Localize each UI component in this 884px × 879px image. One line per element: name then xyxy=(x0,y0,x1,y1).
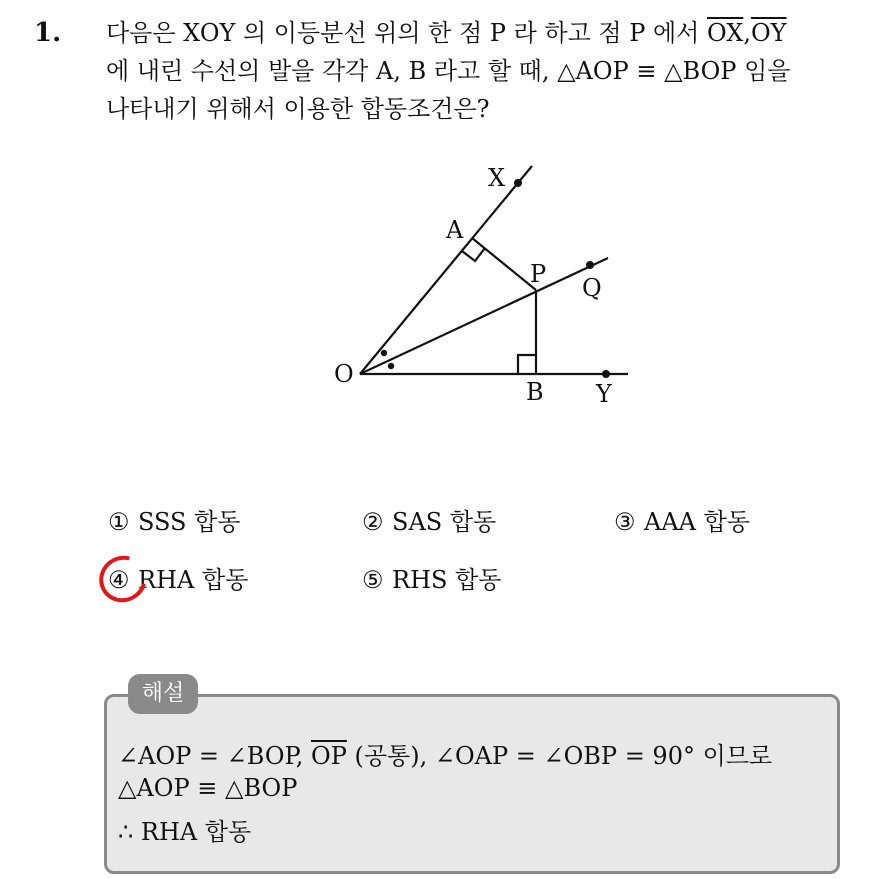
segment-comma: , xyxy=(743,19,751,47)
choice-1-mark: ① xyxy=(108,508,130,536)
segment-ox: $\overline{OX}$ xyxy=(706,19,744,47)
choice-1-label: SSS 합동 xyxy=(138,508,241,536)
explanation-line-1 xyxy=(118,736,772,771)
geometry-figure xyxy=(326,150,646,420)
label-a: A xyxy=(446,216,464,244)
label-o: O xyxy=(334,360,354,388)
choice-5-mark: ⑤ xyxy=(362,566,384,594)
choice-1[interactable] xyxy=(108,502,240,537)
segment-op: $\overline{OP}$ xyxy=(311,742,347,770)
label-x: X xyxy=(488,164,506,192)
explanation-line-2: △AOP ≡ △BOP xyxy=(118,774,298,802)
label-q: Q xyxy=(582,274,602,302)
right-angle-b xyxy=(518,355,536,374)
explanation-line-1-b: (공통), ∠OAP = ∠OBP = 90° 이므로 xyxy=(346,742,773,770)
choice-3[interactable] xyxy=(614,502,750,537)
question-line-3: 나타내기 위해서 이용한 합동조건은? xyxy=(106,95,490,123)
choice-5-label: RHS 합동 xyxy=(392,566,502,594)
choice-2[interactable] xyxy=(362,502,496,537)
segment-ap xyxy=(472,238,536,290)
question-text xyxy=(106,14,866,128)
choice-3-mark: ③ xyxy=(614,508,636,536)
label-b: B xyxy=(526,378,544,406)
right-angle-a xyxy=(462,248,485,261)
question-line-1 xyxy=(106,14,866,52)
choice-3-label: AAA 합동 xyxy=(644,508,750,536)
choice-5[interactable] xyxy=(362,560,501,595)
question-number: 1. xyxy=(34,18,62,48)
choice-2-label: SAS 합동 xyxy=(392,508,497,536)
choice-4-label: RHA 합동 xyxy=(138,566,249,594)
segment-oy: $\overline{OY}$ xyxy=(750,19,787,47)
choice-2-mark: ② xyxy=(362,508,384,536)
angle-dot-1 xyxy=(381,350,387,356)
label-p: P xyxy=(530,260,547,288)
choice-4-mark: ④ xyxy=(108,566,130,594)
label-y: Y xyxy=(596,380,612,408)
question-line-2: 에 내린 수선의 발을 각각 A, B 라고 할 때, △AOP ≡ △BOP 임을 xyxy=(106,57,791,85)
explanation-line-3: ∴ RHA 합동 xyxy=(118,818,252,846)
question-line-1-text: 다음은 XOY 의 이등분선 위의 한 점 P 라 하고 점 P 에서 xyxy=(106,19,707,47)
point-x xyxy=(514,179,522,187)
angle-dot-2 xyxy=(388,363,394,369)
explanation-line-1-a: ∠AOP = ∠BOP, xyxy=(118,742,312,770)
point-y xyxy=(602,370,610,378)
point-q xyxy=(586,261,594,269)
explanation-tab: 해설 xyxy=(128,674,198,714)
ray-ox xyxy=(360,166,532,374)
ray-oq xyxy=(360,258,608,374)
selected-answer-circle xyxy=(91,547,156,611)
